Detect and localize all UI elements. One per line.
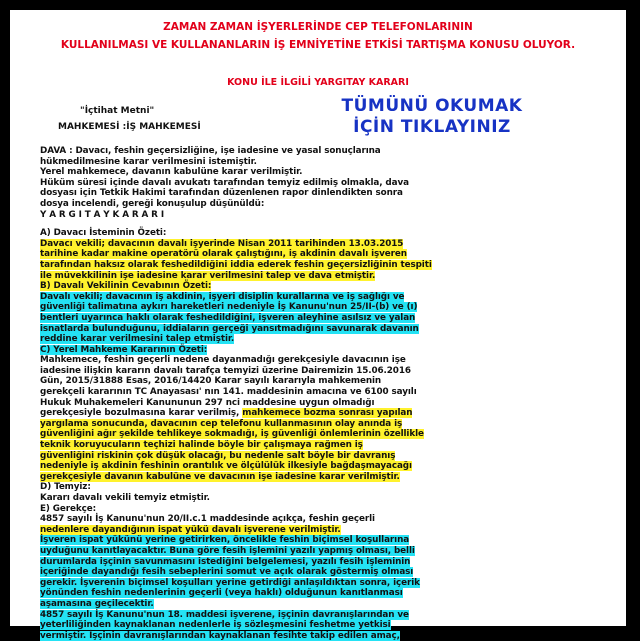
read-all-link-line-1: TÜMÜNÜ OKUMAK: [341, 96, 523, 116]
highlighted-line: güvenliğini ağır şekilde tehlikeye sokmadığı, iş güvenliği önlemlerinin özellikle: [40, 429, 424, 440]
read-all-link-line-2: İÇİN TIKLAYINIZ: [353, 117, 511, 137]
text-line: dosyası için Tetkik Hakimi tarafından düzenlenen rapor dinlendikten sonra: [40, 188, 403, 199]
highlighted-line: durumlarda işçinin savunmasını istediğini belgelemesi, yazılı fesih işleminin: [40, 556, 411, 567]
text-line: gerekçeli kararının TC Anayasası' nın 141. maddesinin amacına ve 6100 sayılı: [40, 387, 417, 398]
highlighted-line: bentleri uyarınca haklı olarak feshedildiğini, işveren aleyhine asılsız ve yalan: [40, 312, 416, 323]
highlighted-line: reddine karar verilmesini talep etmiştir.: [40, 334, 235, 345]
highlighted-line: teknik koruyucuların teçhizi halinde böyle bir çalışmaya rağmen iş: [40, 440, 363, 451]
text-line: Mahkemece, feshin geçerli nedene dayanmadığı gerekçesiyle davacının işe: [40, 355, 406, 366]
text-line: Kararı davalı vekili temyiz etmiştir.: [40, 493, 210, 503]
text-line: dosya incelendi, gereği konuşulup düşünüldü:: [40, 198, 265, 209]
text-line: DAVA : Davacı, feshin geçersizliğine, işe iadesine ve yasal sonuçlarına: [40, 146, 381, 156]
text-line: Hüküm süresi içinde davalı avukatı tarafından temyiz edilmiş olmakla, dava: [40, 177, 409, 188]
text-line: Y A R G I T A Y K A R A R I: [40, 209, 164, 220]
spacer: [40, 220, 620, 228]
text-line: Gün, 2015/31888 Esas, 2016/14420 Karar sayılı kararıyla mahkemenin: [40, 376, 382, 387]
text-line: Hukuk Muhakemeleri Kanununun 297 nci maddesine uygun olmadığı: [40, 397, 375, 408]
highlighted-line: yönünden feshin nedenlerinin geçerli (veya haklı) olduğunun kanıtlanması: [40, 588, 403, 599]
highlighted-line: yeterliliğinden kaynaklanan nedenlerle iş sözleşmesini feshetme yetkisi: [40, 620, 391, 631]
text-line: Yerel mahkemece, davanın kabulüne karar verilmiştir.: [40, 167, 303, 178]
text-span: gerekçesiyle bozulmasına karar verilmiş,: [40, 408, 243, 419]
court-label: MAHKEMESİ :İŞ MAHKEMESİ: [58, 122, 201, 132]
highlighted-line: nedeniyle iş akdinin feshinin orantılık ve ölçülülük ilkesiyle bağdaşmayacağı: [40, 461, 412, 472]
highlighted-line: tarafından haksız olarak feshedildiğini iddia ederek feshin geçersizliğinin tespiti: [40, 259, 432, 270]
highlighted-line: isnatlarda bulunduğunu, iddiaların gerçeği yansıtmadığını savunarak davanın: [40, 323, 419, 334]
ictihat-label: "İçtihat Metni": [80, 106, 155, 116]
highlighted-span: mahkemece bozma sonrası yapılan: [242, 408, 413, 419]
highlighted-line: gerekir. İşverenin biçimsel koşulları yerine getirdiği anlaşıldıktan sonra, içerik: [40, 577, 420, 588]
highlighted-line: Davacı vekili; davacının davalı işyerinde Nisan 2011 tarihinden 13.03.2015: [40, 238, 404, 249]
highlighted-line: güvenliği talimatına aykırı hareketleri nedeniyle İş Kanunu'nun 25/II-(b) ve (ı): [40, 302, 418, 313]
highlighted-line: ile müvekkilinin işe iadesine karar verilmesini talep ve dava etmiştir.: [40, 270, 376, 281]
text-line: 4857 sayılı İş Kanunu'nun 20/II.c.1 maddesinde açıkça, feshin geçerli: [40, 514, 375, 525]
highlighted-line: vermiştir. İşçinin davranışlarından kaynaklanan fesihte takip edilen amaç,: [40, 630, 400, 641]
header-subtitle: KONU İLE İLGİLİ YARGITAY KARARI: [227, 77, 409, 88]
highlighted-line: tarihine kadar makine operatörü olarak çalıştığını, iş akdinin davalı işveren: [40, 249, 407, 260]
header-line-2: KULLANILMASI VE KULLANANLARIN İŞ EMNİYETİNE ETKİSİ TARTIŞMA KONUSU OLUYOR.: [60, 39, 576, 51]
section-heading-e: E) Gerekçe:: [40, 503, 97, 514]
highlighted-line: uyduğunu kanıtlayacaktır. Buna göre fesih işlemini yazılı yapmış olması, belli: [40, 545, 415, 556]
highlighted-line: güvenliğini riskinin çok düşük olacağı, bu nedenle salt böyle bir davranış: [40, 450, 396, 461]
document-page: [10, 10, 626, 641]
highlighted-line: İşveren ispat yükünü yerine getirirken, öncelikle feshin biçimsel koşullarına: [40, 535, 410, 546]
section-heading-d: D) Temyiz:: [40, 482, 91, 493]
text-line-mixed: [40, 408, 620, 419]
highlighted-line: Davalı vekili; davacının iş akdinin, işyeri disiplin kurallarına ve iş sağlığı ve: [40, 291, 405, 302]
text-line: hükmedilmesine karar verilmesini istemiştir.: [40, 156, 257, 167]
section-heading-c: C) Yerel Mahkeme Kararının Özeti:: [40, 344, 208, 355]
section-heading-a: A) Davacı İsteminin Özeti:: [40, 228, 167, 239]
highlighted-line: nedenlere dayandığının ispat yükü davalı işverene verilmiştir.: [40, 524, 341, 535]
header-line-1: ZAMAN ZAMAN İŞYERLERİNDE CEP TELEFONLARININ: [163, 21, 473, 33]
highlighted-line: 4857 sayılı İş Kanunu'nun 18. maddesi işverene, işçinin davranışlarından ve: [40, 609, 409, 620]
highlighted-line: aşamasına geçilecektir.: [40, 598, 154, 609]
decision-text: [40, 146, 620, 641]
highlighted-line: gerekçesiyle davanın kabulüne ve davacının işe iadesine karar verilmiştir.: [40, 471, 400, 482]
read-all-link[interactable]: [272, 96, 592, 138]
highlighted-line: yargılama sonucunda, davacının cep telefonu kullanmasının olay anında iş: [40, 418, 403, 429]
highlighted-line: içeriğinde dayandığı fesih sebeplerini somut ve açık olarak göstermiş olması: [40, 567, 414, 578]
text-line: iadesine ilişkin kararın davalı tarafça temyizi üzerine Dairemizin 15.06.2016: [40, 365, 411, 376]
section-heading-b: B) Davalı Vekilinin Cevabının Özeti:: [40, 281, 212, 292]
